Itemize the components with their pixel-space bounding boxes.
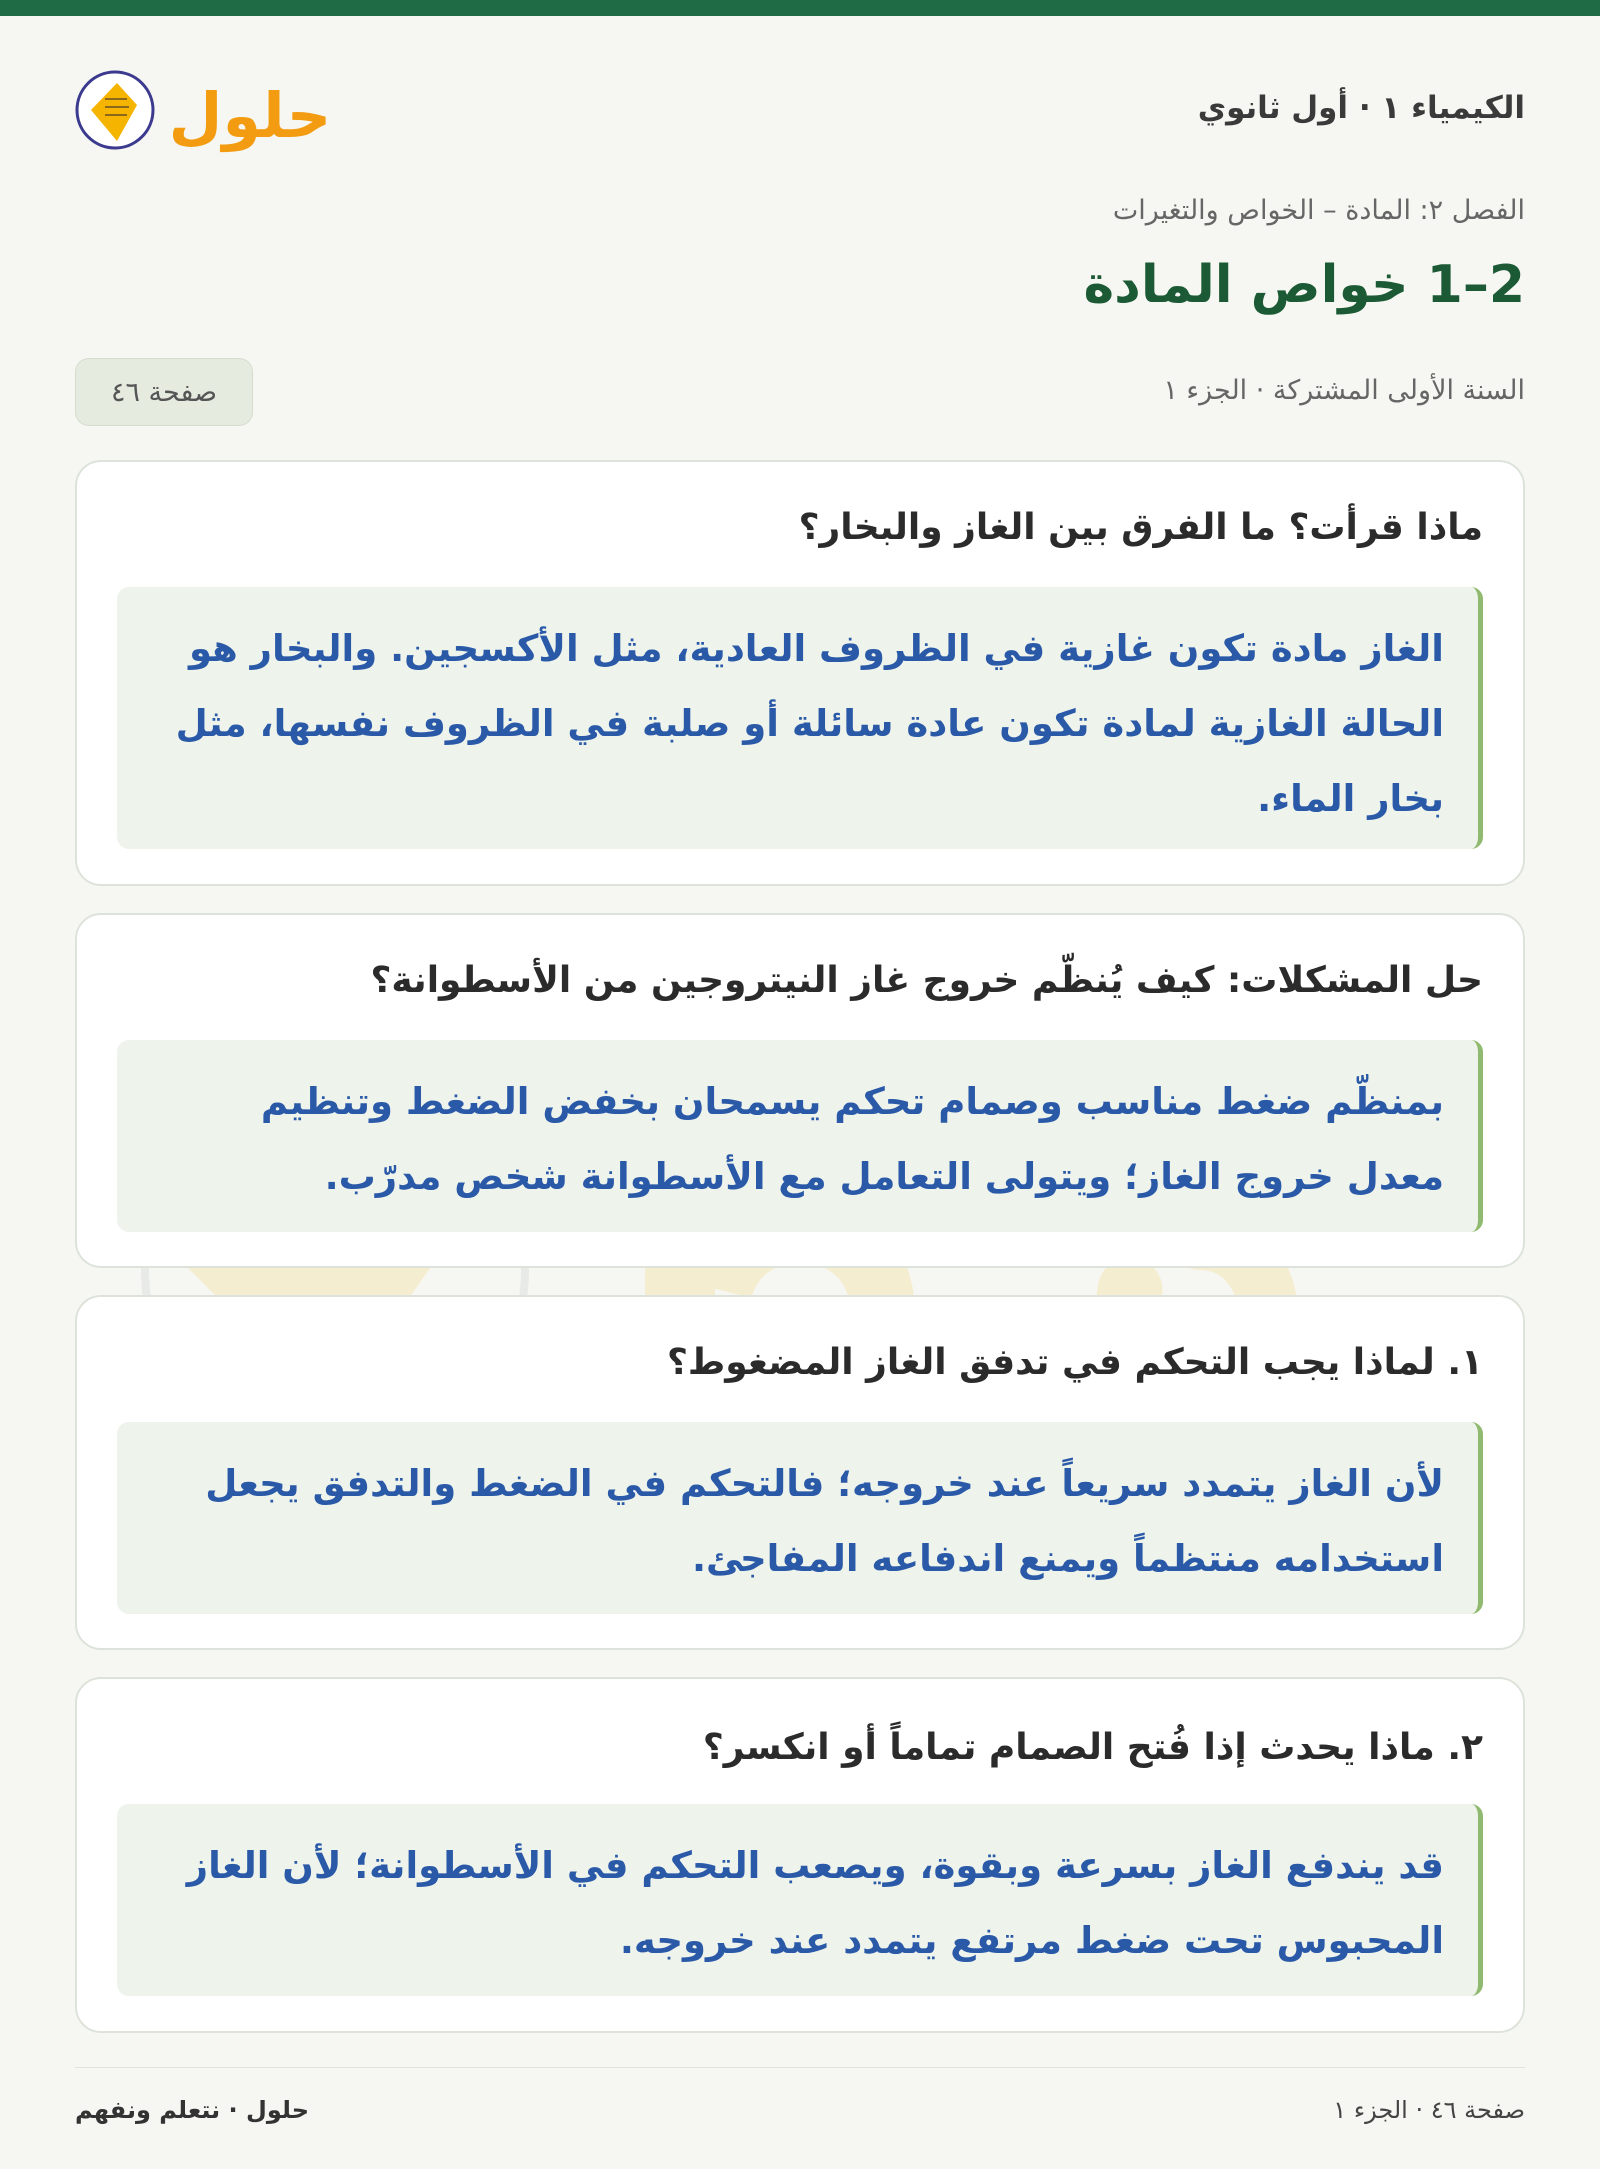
question-card [75, 460, 1525, 886]
footer-brand: حلول · نتعلم ونفهم [75, 2096, 309, 2124]
question-text: ماذا قرأت؟ ما الفرق بين الغاز والبخار؟ [798, 507, 1483, 548]
top-accent-bar [0, 0, 1600, 16]
subject-title: الكيمياء ١ · أول ثانوي [1197, 90, 1525, 126]
question-text: ١. لماذا يجب التحكم في تدفق الغاز المضغوط؟ [667, 1342, 1483, 1383]
brand-logo[interactable] [75, 55, 335, 165]
answer-box [117, 587, 1483, 849]
answer-box [117, 1804, 1483, 1996]
question-text: حل المشكلات: كيف يُنظّم خروج غاز النيتروجين من الأسطوانة؟ [370, 960, 1483, 1001]
question-card [75, 1677, 1525, 2033]
page-header [75, 55, 1525, 165]
chapter-label: الفصل ٢: المادة – الخواص والتغيرات [1112, 195, 1525, 226]
question-card [75, 1295, 1525, 1650]
answer-text: الغاز مادة تكون غازية في الظروف العادية، مثل الأكسجين. والبخار هو الحالة الغازية لمادة تكون عادة سائلة أو صلبة في الظروف نفسها، مثل بخار الماء. [175, 627, 1444, 820]
grade-meta: السنة الأولى المشتركة · الجزء ١ [1163, 375, 1525, 406]
page-number-badge: صفحة ٤٦ [75, 358, 253, 426]
answer-text: لأن الغاز يتمدد سريعاً عند خروجه؛ فالتحكم في الضغط والتدفق يجعل استخدامه منتظماً ويمنع اندفاعه المفاجئ. [205, 1462, 1444, 1580]
answer-box [117, 1040, 1483, 1232]
question-card [75, 913, 1525, 1268]
answer-text: بمنظّم ضغط مناسب وصمام تحكم يسمحان بخفض الضغط وتنظيم معدل خروج الغاز؛ ويتولى التعامل مع الأسطوانة شخص مدرّب. [260, 1080, 1444, 1198]
footer-divider [75, 2067, 1525, 2068]
footer-page-info: صفحة ٤٦ · الجزء ١ [1333, 2096, 1525, 2124]
logo-wordmark: حلول [168, 79, 332, 152]
question-text: ٢. ماذا يحدث إذا فُتح الصمام تماماً أو انكسر؟ [702, 1727, 1483, 1768]
lesson-title: 2–1 خواص المادة [1083, 255, 1525, 315]
answer-box [117, 1422, 1483, 1614]
answer-text: قد يندفع الغاز بسرعة وبقوة، ويصعب التحكم في الأسطوانة؛ لأن الغاز المحبوس تحت ضغط مرتفع يتمدد عند خروجه. [186, 1844, 1444, 1962]
